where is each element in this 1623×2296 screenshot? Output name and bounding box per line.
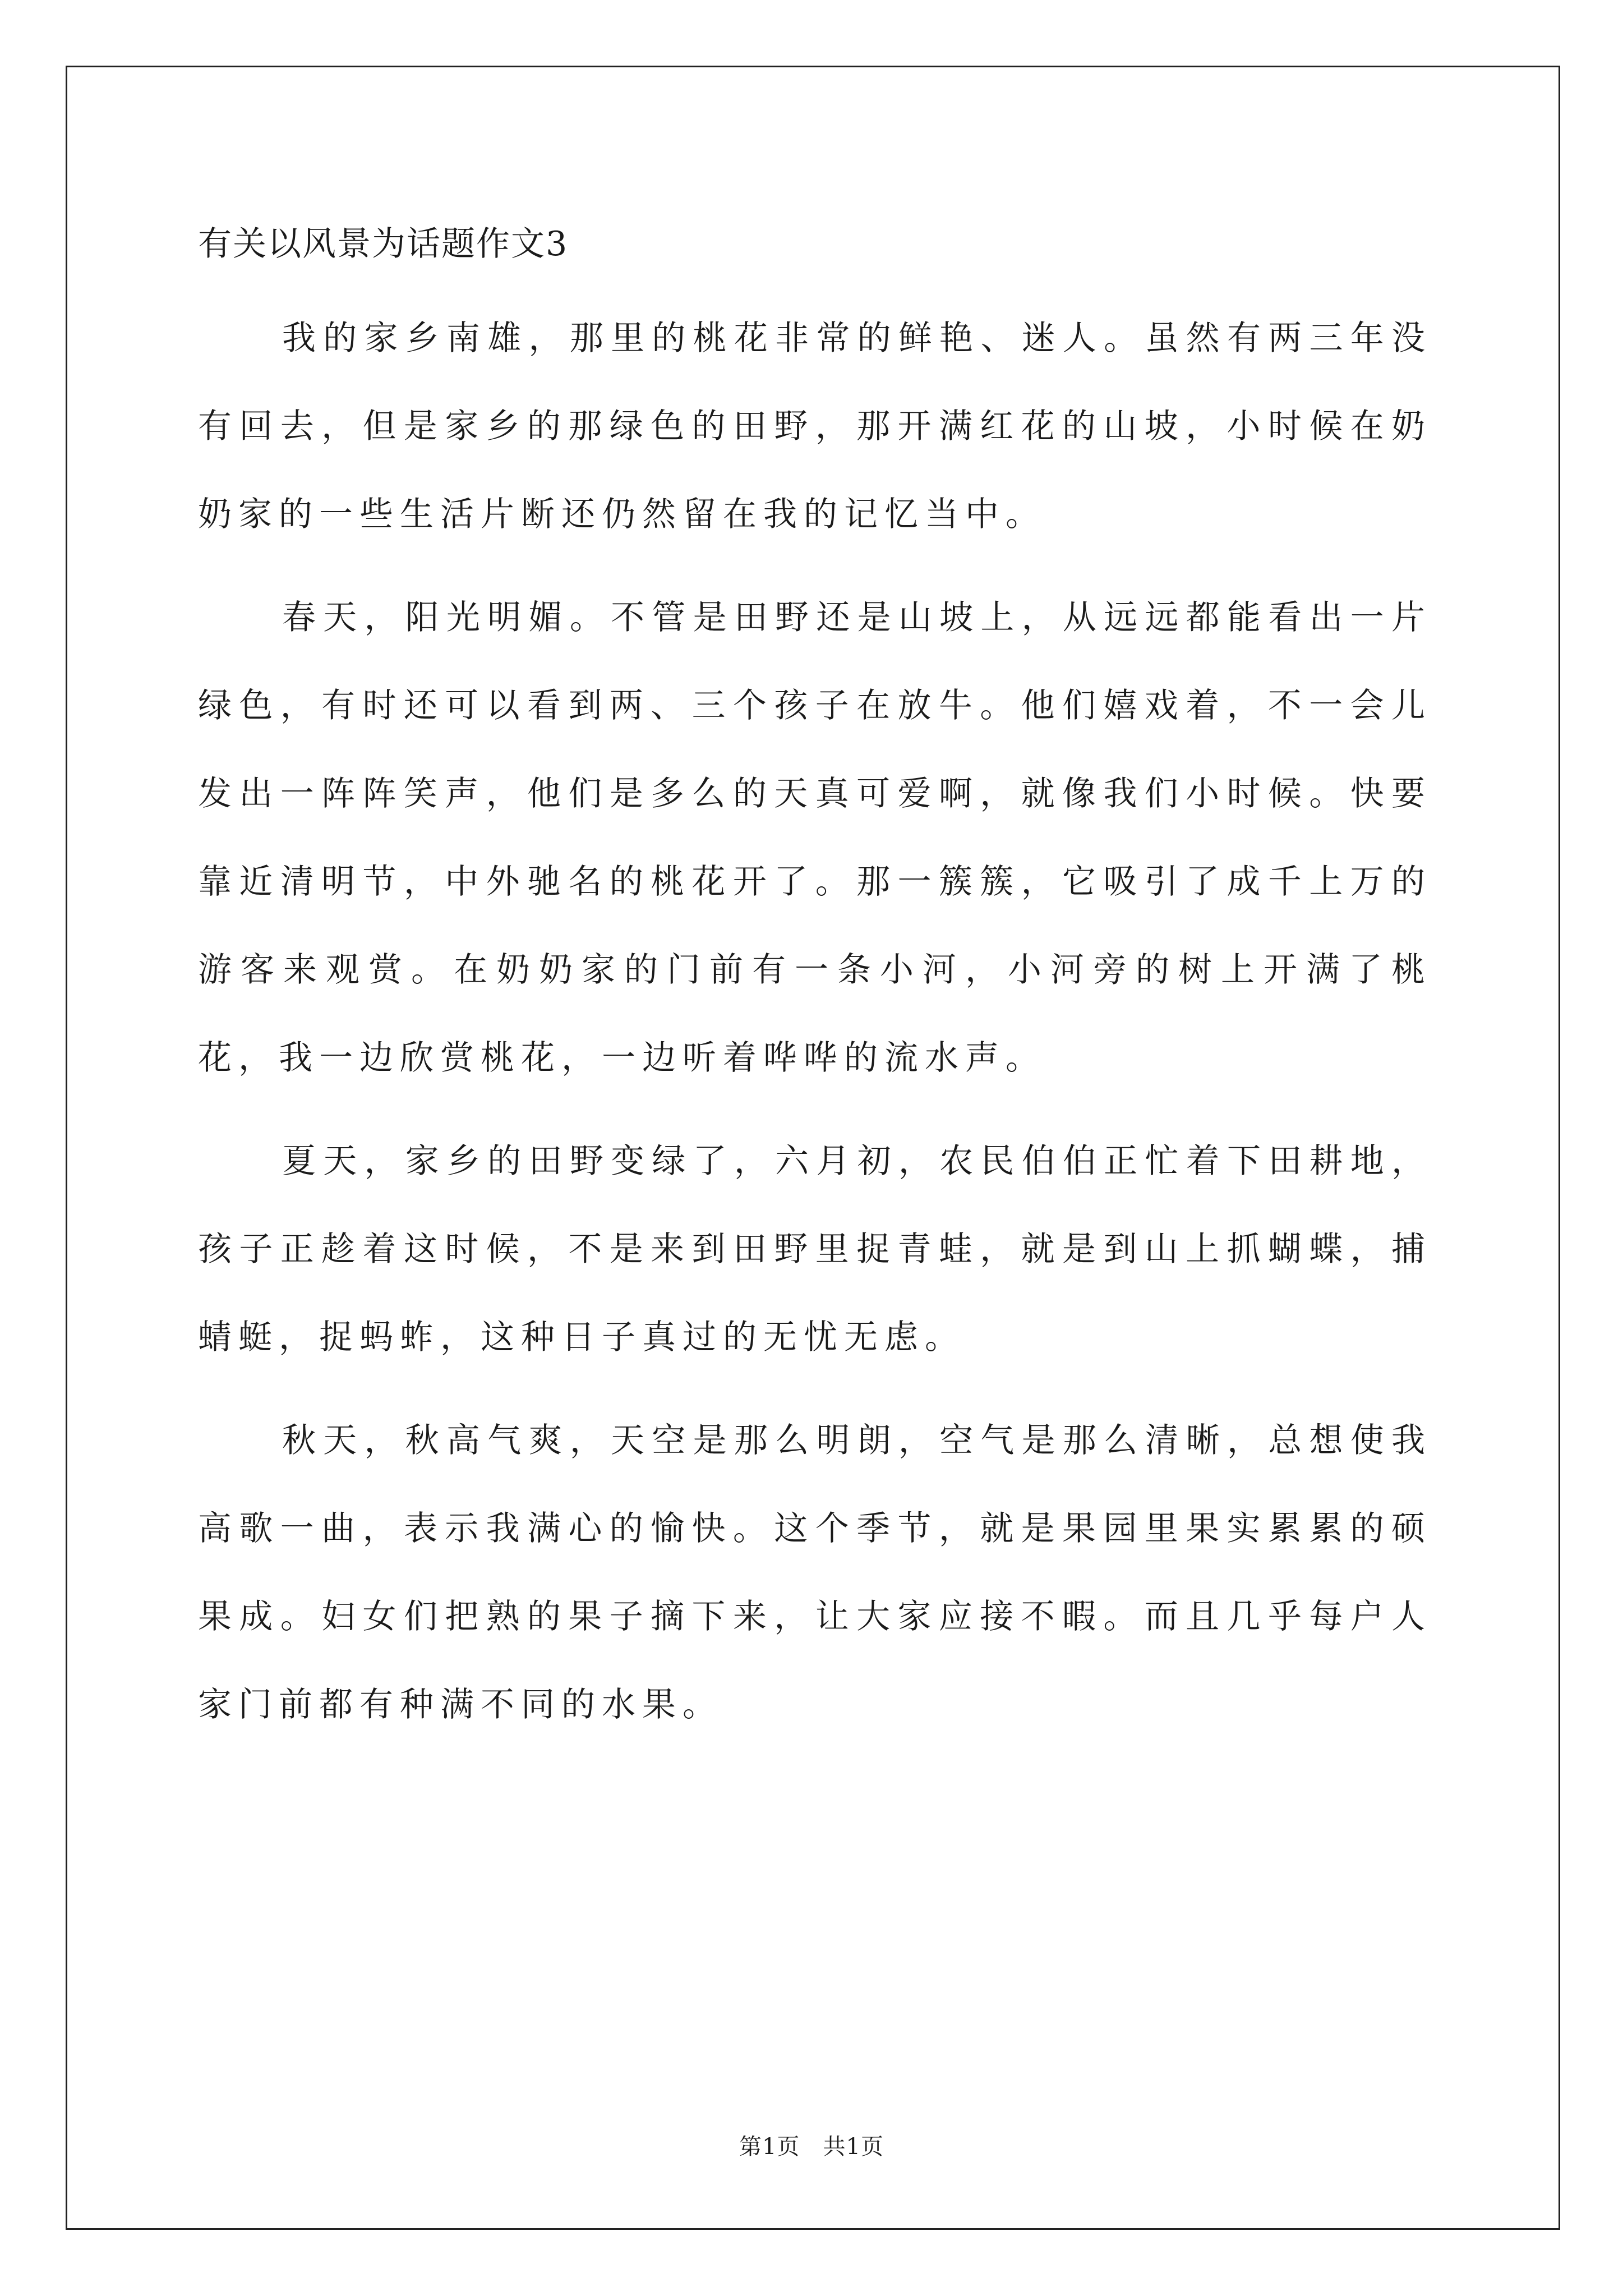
document-body (198, 213, 1432, 1749)
paragraph-autumn: 秋天，秋高气爽，天空是那么明朗，空气是那么清晰，总想使我高歌一曲，表示我满心的愉快。这个季节，就是果园里果实累累的硕果成。妇女们把熟的果子摘下来，让大家应接不暇。而且几乎每户人家门前都有种满不同的水果。 (198, 1421, 1432, 1724)
page-footer (0, 2133, 1623, 2161)
paragraph-spring: 春天，阳光明媚。不管是田野还是山坡上，从远远都能看出一片绿色，有时还可以看到两、三个孩子在放牛。他们嬉戏着，不一会儿发出一阵阵笑声，他们是多么的天真可爱啊，就像我们小时候。快要靠近清明节，中外驰名的桃花开了。那一簇簇，它吸引了成千上万的游客来观赏。在奶奶家的门前有一条小河，小河旁的树上开满了桃花，我一边欣赏桃花，一边听着哗哗的流水声。 (198, 598, 1432, 1078)
document-title: 有关以风景为话题作文3 (198, 224, 569, 264)
page-number: 第1页 共1页 (739, 2134, 884, 2160)
paragraph-summer: 夏天，家乡的田野变绿了，六月初，农民伯伯正忙着下田耕地，孩子正趁着这时候，不是来到田野里捉青蛙，就是到山上抓蝴蝶，捕蜻蜓，捉蚂蚱，这种日子真过的无忧无虑。 (198, 1142, 1432, 1357)
paragraph-hometown: 我的家乡南雄，那里的桃花非常的鲜艳、迷人。虽然有两三年没有回去，但是家乡的那绿色的田野，那开满红花的山坡，小时候在奶奶家的一些生活片断还仍然留在我的记忆当中。 (198, 319, 1432, 534)
